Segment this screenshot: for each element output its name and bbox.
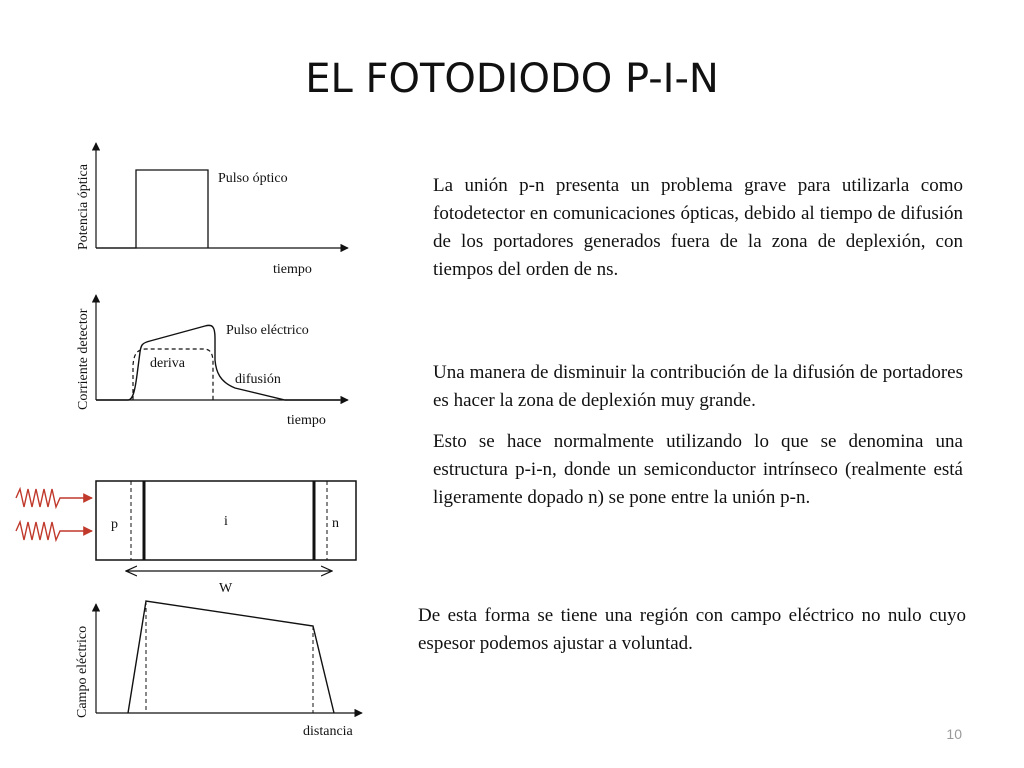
p-region-label: p xyxy=(111,517,118,532)
drift-label: deriva xyxy=(150,356,185,371)
optical-ylabel: Potencia óptica xyxy=(76,164,91,250)
optical-pulse-plot xyxy=(76,143,348,277)
slide-title: EL FOTODIODO P-I-N xyxy=(305,56,719,102)
electric-pulse-label: Pulso eléctrico xyxy=(226,323,309,338)
paragraph-pin-structure: Esto se hace normalmente utilizando lo que se denomina una estructura p-i-n, donde un semiconductor intrínseco (realmente está ligeramente dopado n) se pone entre la unión p-n. xyxy=(433,431,963,508)
field-xlabel: distancia xyxy=(303,724,353,739)
optical-pulse-curve xyxy=(96,170,208,248)
light-wave-arrow-top xyxy=(16,489,92,507)
field-profile-curve xyxy=(128,601,334,713)
electric-xlabel: tiempo xyxy=(287,413,326,428)
field-ylabel: Campo eléctrico xyxy=(75,625,90,718)
optical-pulse-label: Pulso óptico xyxy=(218,171,288,186)
i-region-label: i xyxy=(224,514,228,529)
electric-field-plot xyxy=(75,601,362,739)
light-wave-arrow-bottom xyxy=(16,522,92,540)
n-region-label: n xyxy=(332,516,339,531)
paragraph-reduce-diffusion: Una manera de disminuir la contribución de la difusión de portadores es hacer la zona de deplexión muy grande. xyxy=(433,362,963,411)
optical-xlabel: tiempo xyxy=(273,262,312,277)
slide-number: 10 xyxy=(946,726,962,742)
electric-pulse-plot xyxy=(76,295,348,428)
diffusion-label: difusión xyxy=(235,372,281,387)
electric-ylabel: Corriente detector xyxy=(76,308,91,410)
width-label: W xyxy=(219,581,233,596)
paragraph-pn-problem: La unión p-n presenta un problema grave para utilizarla como fotodetector en comunicaciones ópticas, debido al tiempo de difusión de los portadores generados fuera de la zona de deplexión, con tiempos del orden de ns. xyxy=(433,175,963,280)
pin-structure xyxy=(16,481,356,596)
paragraph-field-region: De esta forma se tiene una región con campo eléctrico no nulo cuyo espesor podemos ajustar a voluntad. xyxy=(418,605,966,654)
